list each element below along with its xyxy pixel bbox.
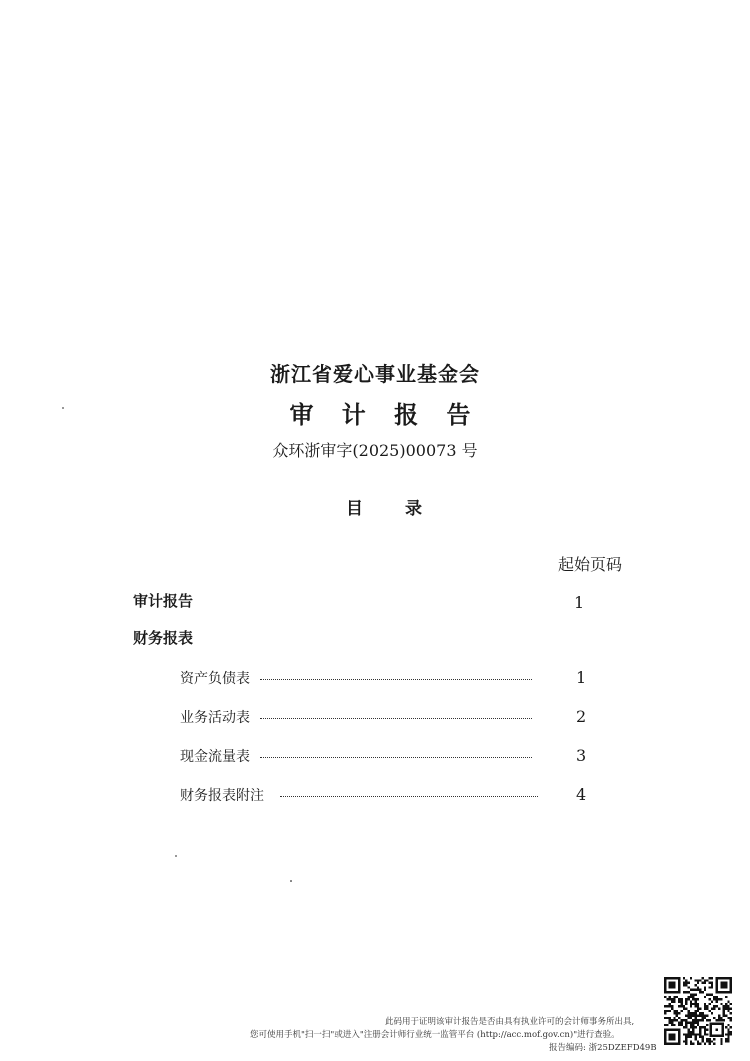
toc-title: 目 录	[346, 499, 440, 519]
toc-item-page: 4	[576, 785, 587, 804]
org-title: 浙江省爱心事业基金会	[270, 362, 480, 386]
toc-item-activities-statement[interactable]	[180, 707, 587, 729]
footer-report-code: 报告编码: 浙25DZEFD49B	[549, 1043, 657, 1053]
toc-item-page: 2	[576, 707, 587, 726]
toc-item-notes[interactable]	[180, 785, 587, 807]
toc-page-column-header: 起始页码	[558, 555, 623, 574]
toc-item-label: 资产负债表	[180, 671, 250, 687]
leader-dots	[260, 757, 532, 758]
footer-verification-line-2[interactable]: 您可使用手机"扫一扫"或进入"注册会计师行业统一监管平台 (http://acc.mof.gov.cn)"进行查验。	[250, 1030, 620, 1040]
toc-section-audit-report[interactable]: 审计报告	[133, 592, 194, 610]
leader-dots	[280, 796, 538, 797]
toc-item-balance-sheet[interactable]	[180, 668, 587, 690]
report-number: 众环浙审字(2025)00073 号	[272, 441, 478, 460]
leader-dots	[260, 679, 532, 680]
toc-section-audit-report-page: 1	[574, 593, 585, 612]
toc-item-label: 财务报表附注	[180, 788, 264, 804]
report-title: 审 计 报 告	[289, 401, 481, 429]
toc-item-label: 业务活动表	[180, 710, 250, 726]
leader-dots	[260, 718, 532, 719]
qr-code-icon[interactable]	[664, 977, 732, 1045]
toc-item-page: 1	[576, 668, 587, 687]
scan-speck	[290, 880, 292, 882]
scan-speck	[62, 407, 64, 409]
toc-item-label: 现金流量表	[180, 749, 250, 765]
scan-speck	[175, 855, 177, 857]
toc-section-financial-statements[interactable]: 财务报表	[133, 629, 194, 647]
toc-item-cash-flow-statement[interactable]	[180, 746, 587, 768]
footer-verification-line-1: 此码用于证明该审计报告是否由具有执业许可的会计师事务所出具,	[385, 1017, 635, 1027]
toc-item-page: 3	[576, 746, 587, 765]
